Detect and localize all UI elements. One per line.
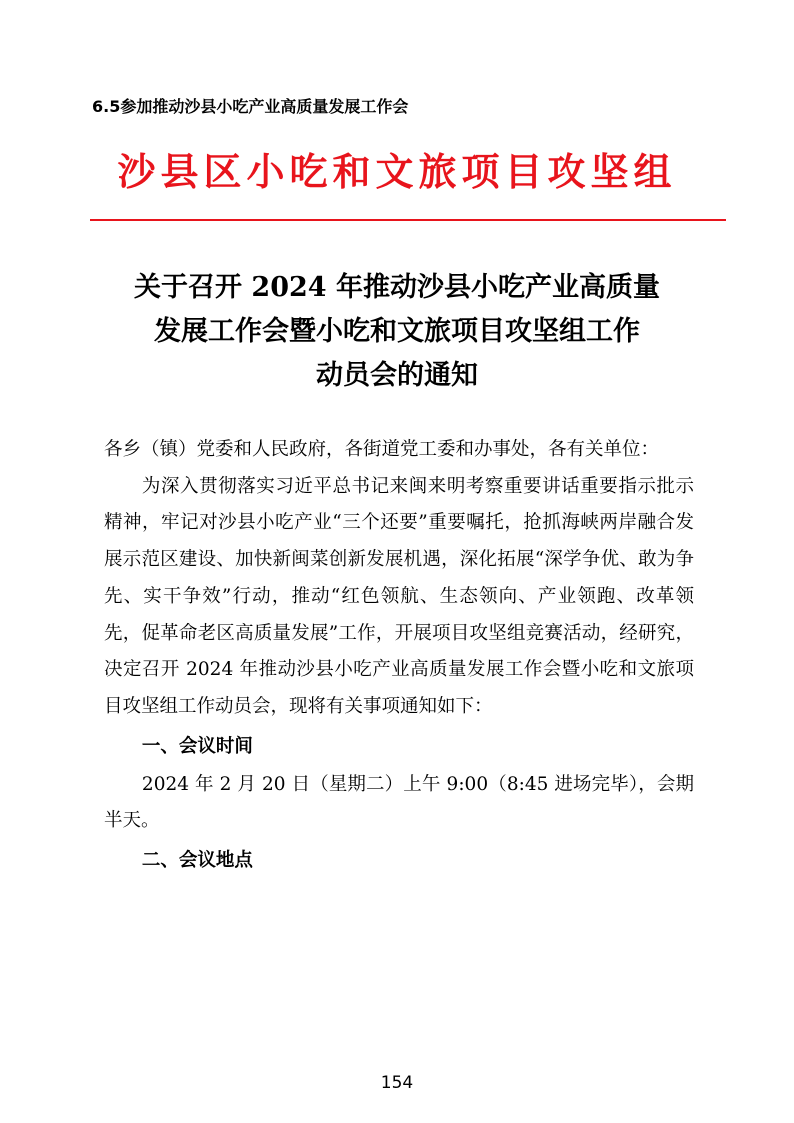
org-header: 沙县区小吃和文旅项目攻坚组 [117, 149, 677, 194]
section-heading-time: 一、会议时间 [141, 735, 253, 757]
section-heading-location: 二、会议地点 [141, 850, 253, 872]
meeting-time-text: 2024 年 2 月 20 日（星期二）上午 9:00（8:45 进场完毕），会期半天。 [104, 773, 694, 832]
title-line-2: 发展工作会暨小吃和文旅项目攻坚组工作 [154, 316, 640, 347]
title-line-3: 动员会的通知 [316, 360, 478, 391]
page-number: 154 [380, 1073, 414, 1093]
section-label: 6.5参加推动沙县小吃产业高质量发展工作会 [92, 97, 409, 116]
document-title [90, 266, 704, 398]
intro-paragraph: 为深入贯彻落实习近平总书记来闽来明考察重要讲话重要指示批示精神，牢记对沙县小吃产业“三个还要”重要嘱托，抢抓海峡两岸融合发展示范区建设、加快新闽菜创新发展机遇，深化拓展“深学争优、敢为争先、实干争效”行动，推动“红色领航、生态领向、产业领跑、改革领先，促革命老区高质量发展”工作，开展项目攻坚组竞赛活动，经研究，决定召开 2024 年推动沙县小吃产业高质量发展工作会暨小吃和文旅项目攻坚组工作动员会，现将有关事项通知如下： [104, 475, 694, 717]
red-divider-line [90, 219, 726, 221]
document-body [104, 432, 694, 881]
salutation: 各乡（镇）党委和人民政府，各街道党工委和办事处，各有关单位： [104, 439, 660, 460]
title-line-1: 关于召开 2024 年推动沙县小吃产业高质量 [134, 272, 660, 303]
